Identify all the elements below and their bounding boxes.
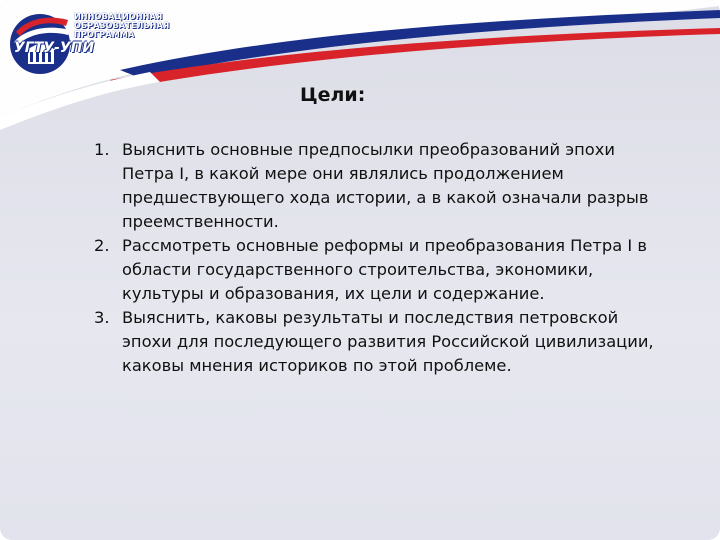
university-logo [6,2,176,90]
list-item-number: 2. [94,236,110,255]
list-item-text: Рассмотреть основные реформы и преобразования Петра I в области государственного строительства, экономики, культуры и образования, их цели и содержание. [122,236,647,303]
list-item-number: 3. [94,308,110,327]
slide-title: Цели: [300,84,366,106]
logo-line-1: ИННОВАЦИОННАЯ [74,12,163,21]
logo-line-2: ОБРАЗОВАТЕЛЬНАЯ [74,21,170,30]
list-item [94,234,654,306]
list-item [94,138,654,234]
logo-name: УГТУ-УПИ [14,40,95,56]
goals-list [94,138,654,378]
logo-line-3: ПРОГРАММА [74,30,135,39]
list-item [94,306,654,378]
list-item-number: 1. [94,140,110,159]
list-item-text: Выяснить основные предпосылки преобразований эпохи Петра I, в какой мере они являлись продолжением предшествующего хода истории, а в какой означали разрыв преемственности. [122,140,649,231]
list-item-text: Выяснить, каковы результаты и последствия петровской эпохи для последующего развития Российской цивилизации, каковы мнения историков по этой проблеме. [122,308,654,375]
